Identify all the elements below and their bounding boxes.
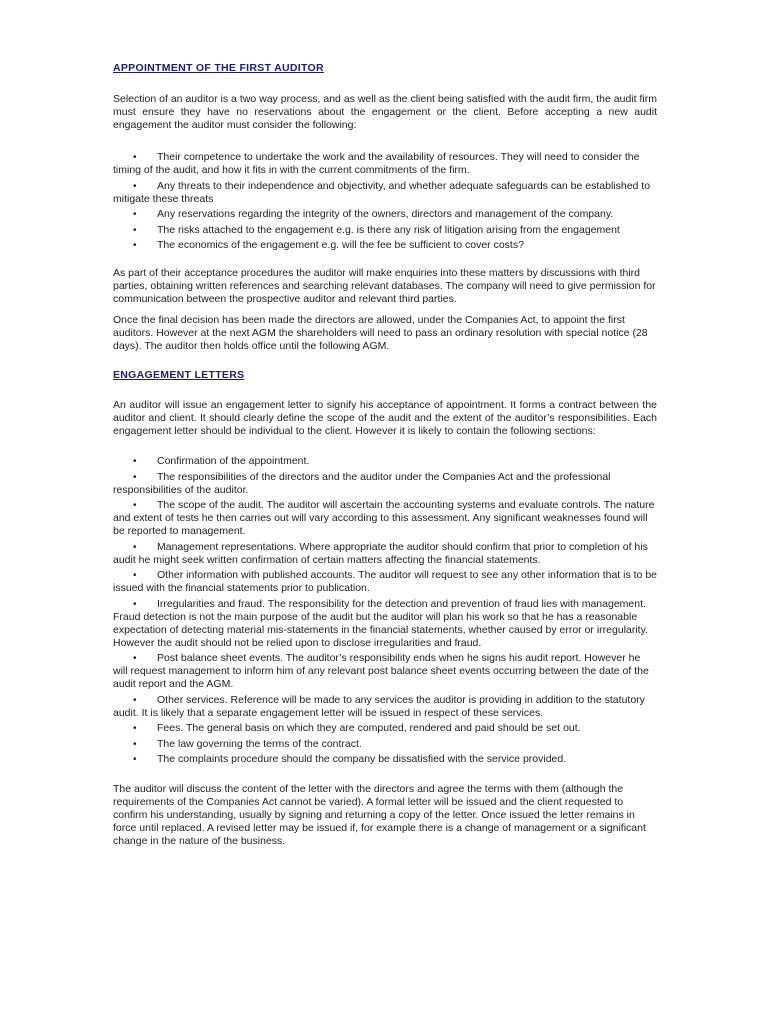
list-item-text: The economics of the engagement e.g. will the fee be sufficient to cover costs? (157, 239, 524, 251)
section-heading-appointment: APPOINTMENT OF THE FIRST AUDITOR (113, 62, 324, 74)
list-item-text: The scope of the audit. The auditor will ascertain the accounting systems and evaluate controls. The nature and extent of tests he then carries out will vary according to this assessment. Any significant weaknesses found will be reported to management. (113, 499, 655, 537)
list-item-text: The risks attached to the engagement e.g. is there any risk of litigation arising from the engagement (157, 223, 620, 236)
bullet-icon (133, 753, 157, 766)
list-item (113, 541, 657, 567)
list-item-text: The law governing the terms of the contract. (157, 737, 362, 750)
list-item-text: Fees. The general basis on which they are computed, rendered and paid should be set out. (157, 722, 581, 734)
bullet-icon (133, 541, 157, 554)
bullet-icon (133, 208, 157, 221)
list-item-text: The responsibilities of the directors and the auditor under the Companies Act and the professional responsibilities of the auditor. (113, 470, 611, 496)
acceptance-procedures-paragraph: As part of their acceptance procedures the auditor will make enquiries into these matters by discussions with third parties, obtaining written references and searching relevant databases. The company will need to give permission for communication between the prospective auditor and relevant third parties. (113, 267, 656, 305)
bullet-icon (133, 151, 157, 164)
closing-paragraph: The auditor will discuss the content of the letter with the directors and agree the terms with them (although the requirements of the Companies Act cannot be varied). A formal letter will be issued and the client requested to confirm his understanding, usually by signing and returning a copy of the letter. Once issued the letter remains in force until replaced. A revised letter may be issued if, for example there is a change of management or a significant change in the nature of the business. (113, 783, 646, 847)
list-item-text: Management representations. Where appropriate the auditor should confirm that prior to completion of his audit he might seek written confirmation of certain matters affecting the financial statements. (113, 540, 648, 566)
list-item-text: Post balance sheet events. The auditor’s responsibility ends when he signs his audit report. However he will request management to inform him of any relevant post balance sheet events occurring between the date of the audit report and the AGM. (113, 652, 649, 690)
list-item (113, 569, 657, 595)
bullet-icon (133, 455, 157, 468)
bullet-icon (133, 471, 157, 484)
list-item-text: The complaints procedure should the company be dissatisfied with the service provided. (157, 753, 567, 765)
list-item-text: Other services. Reference will be made to any services the auditor is providing in addition to the statutory audit. It is likely that a separate engagement letter will be issued in respect of these services. (113, 693, 645, 719)
final-decision-paragraph: Once the final decision has been made the directors are allowed, under the Companies Act, to appoint the first auditors. However at the next AGM the shareholders will need to pass an ordinary resolution with special notice (28 days). The auditor then holds office until the following AGM. (113, 314, 648, 352)
bullet-icon (133, 569, 157, 582)
list-item (113, 239, 657, 252)
bullet-icon (133, 652, 157, 665)
section-heading-engagement-letters: ENGAGEMENT LETTERS (113, 369, 245, 381)
list-item (113, 652, 657, 691)
engagement-sections-list (113, 455, 657, 766)
bullet-icon (133, 224, 157, 237)
document-page (113, 62, 657, 848)
list-item (113, 455, 657, 468)
appointment-considerations-list (113, 151, 657, 252)
list-item-text: Confirmation of the appointment. (157, 455, 310, 467)
list-item (113, 151, 657, 177)
list-item (113, 471, 657, 497)
bullet-icon (133, 738, 157, 751)
bullet-icon (133, 598, 157, 611)
list-item-text: Irregularities and fraud. The responsibility for the detection and prevention of fraud lies with management. Fraud detection is not the main purpose of the audit but the auditor will plan his work so that he has a reasonable expectation of detecting material mis-statements in the financial statements, whether caused by error or irregularity. However the audit should not be relied upon to disclose irregularities and fraud. (113, 597, 648, 649)
list-item (113, 738, 657, 751)
list-item (113, 753, 657, 766)
bullet-icon (133, 180, 157, 193)
list-item (113, 224, 657, 237)
list-item-text: Other information with published accounts. The auditor will request to see any other information that is to be issued with the financial statements prior to publication. (113, 569, 657, 594)
list-item-text: Any reservations regarding the integrity of the owners, directors and management of the company. (157, 208, 614, 220)
bullet-icon (133, 694, 157, 707)
bullet-icon (133, 722, 157, 735)
list-item (113, 694, 657, 720)
list-item (113, 722, 657, 735)
bullet-icon (133, 239, 157, 252)
engagement-intro-paragraph: An auditor will issue an engagement letter to signify his acceptance of appointment. It forms a contract between the auditor and client. It should clearly define the scope of the audit and the extent of the auditor’s responsibilities. Each engagement letter should be individual to the client. However it is likely to contain the following sections: (113, 399, 657, 437)
list-item-text: Their competence to undertake the work and the availability of resources. They will need to consider the timing of the audit, and how it fits in with the current commitments of the firm. (113, 151, 640, 176)
bullet-icon (133, 499, 157, 512)
list-item (113, 208, 657, 221)
list-item (113, 180, 657, 206)
list-item-text: Any threats to their independence and objectivity, and whether adequate safeguards can be established to mitigate these threats (113, 179, 651, 205)
list-item (113, 499, 657, 538)
list-item (113, 598, 657, 650)
appointment-intro-paragraph: Selection of an auditor is a two way process, and as well as the client being satisfied with the audit firm, the audit firm must ensure they have no reservations about the engagement or the client. Before accepting a new audit engagement the auditor must consider the following: (113, 93, 657, 131)
